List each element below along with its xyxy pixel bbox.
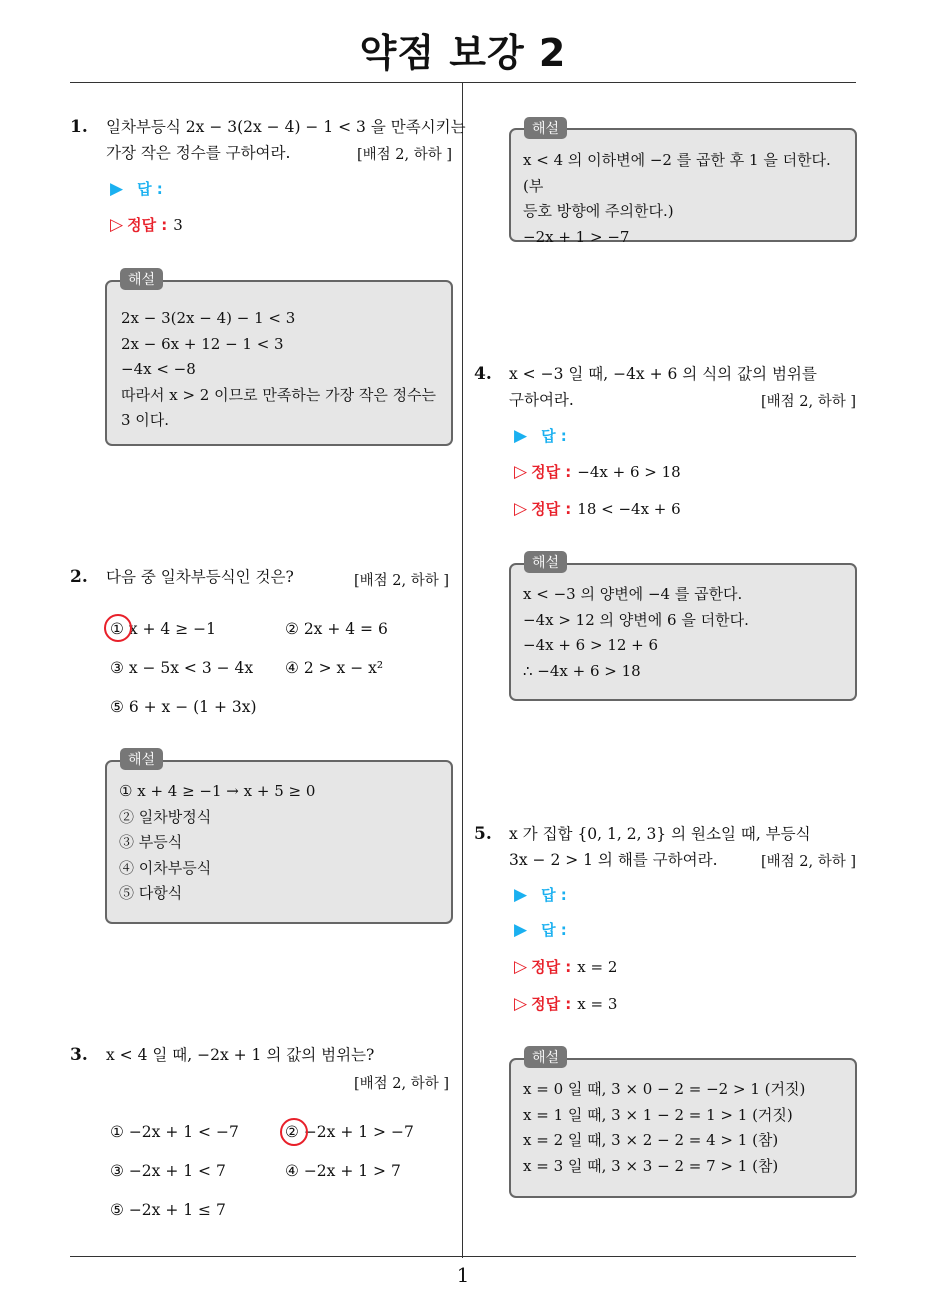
solution-line: −4x + 6 > 12 + 6 — [523, 636, 659, 654]
outline-triangle-icon: ▷ — [110, 215, 124, 235]
outline-triangle-icon: ▷ — [514, 994, 528, 1014]
question-5-correct-row-1 — [514, 956, 617, 977]
play-icon: ▶ — [514, 920, 528, 940]
solution-line: ② 일차방정식 — [119, 807, 212, 826]
question-4-line2: 구하여라. — [509, 391, 574, 409]
question-3-choice-5[interactable]: ⑤ −2x + 1 ≤ 7 — [110, 1201, 226, 1219]
play-icon: ▶ — [514, 885, 528, 905]
question-3-choice-4[interactable]: ④ −2x + 1 > 7 — [285, 1162, 401, 1180]
question-2-choice-2[interactable]: ② 2x + 4 = 6 — [285, 620, 388, 638]
question-1-number: 1. — [70, 117, 88, 137]
solution-line: −4x > 12 의 양변에 6 을 더한다. — [523, 610, 749, 629]
question-1-correct-value: 3 — [173, 216, 183, 234]
solution-tag: 해설 — [524, 117, 567, 139]
solution-line: x < −3 의 양변에 −4 를 곱한다. — [523, 585, 743, 603]
question-1-answer-row — [110, 178, 163, 199]
question-1-correct-row — [110, 214, 183, 235]
question-4-correct-value-2: 18 < −4x + 6 — [577, 500, 681, 518]
answer-label: 답 : — [541, 427, 567, 445]
solution-line: 등호 방향에 주의한다.) — [523, 202, 674, 220]
question-4-number: 4. — [474, 364, 492, 384]
column-divider — [462, 83, 463, 1258]
question-1-line2: 가장 작은 정수를 구하여라. — [106, 144, 291, 162]
solution-line: ③ 부등식 — [119, 833, 183, 851]
solution-tag: 해설 — [524, 551, 567, 573]
play-icon: ▶ — [514, 426, 528, 446]
correct-label: 정답 : — [531, 500, 572, 518]
question-3-meta: [배점 2, 하하 ] — [353, 1076, 449, 1092]
question-4-meta: [배점 2, 하하 ] — [760, 394, 856, 410]
solution-line: ⑤ 다항식 — [119, 884, 183, 902]
question-2-choice-3[interactable]: ③ x − 5x < 3 − 4x — [110, 659, 254, 677]
selected-answer-circle — [104, 614, 132, 642]
correct-label: 정답 : — [531, 958, 572, 976]
solution-line: −2x + 1 > −7 — [523, 227, 630, 246]
solution-line: ① x + 4 ≥ −1 → x + 5 ≥ 0 — [119, 782, 316, 800]
solution-line: 2x − 3(2x − 4) − 1 < 3 — [121, 309, 296, 327]
solution-line: 3 이다. — [121, 411, 170, 429]
question-3-choice-2[interactable]: ② −2x + 1 > −7 — [285, 1123, 414, 1141]
question-3-line1: x < 4 일 때, −2x + 1 의 값의 범위는? — [106, 1046, 375, 1064]
question-5-correct-value-2: x = 3 — [577, 995, 618, 1013]
solution-line: 2x − 6x + 12 − 1 < 3 — [121, 334, 284, 353]
play-icon: ▶ — [110, 179, 124, 199]
outline-triangle-icon: ▷ — [514, 499, 528, 519]
selected-answer-circle — [280, 1118, 308, 1146]
question-5-solution-box — [509, 1058, 857, 1198]
solution-line: ④ 이차부등식 — [119, 858, 212, 877]
answer-label: 답 : — [137, 180, 163, 198]
solution-line: x = 0 일 때, 3 × 0 − 2 = −2 > 1 (거짓) — [523, 1080, 806, 1098]
header-rule — [70, 82, 856, 83]
question-5-line1: x 가 집합 {0, 1, 2, 3} 의 원소일 때, 부등식 — [509, 825, 811, 843]
answer-label: 답 : — [541, 921, 567, 939]
question-4-correct-value-1: −4x + 6 > 18 — [577, 463, 681, 481]
outline-triangle-icon: ▷ — [514, 462, 528, 482]
question-1-solution-box — [105, 280, 453, 446]
question-2-choice-4[interactable]: ④ 2 > x − x² — [285, 659, 384, 677]
solution-tag: 해설 — [120, 268, 163, 290]
question-4-line1: x < −3 일 때, −4x + 6 의 식의 값의 범위를 — [509, 365, 817, 383]
question-4-correct-row-2 — [514, 498, 681, 519]
question-2-line1: 다음 중 일차부등식인 것은? — [106, 568, 294, 586]
solution-line: −4x < −8 — [121, 360, 196, 378]
solution-line: 따라서 x > 2 이므로 만족하는 가장 작은 정수는 — [121, 385, 437, 404]
question-4-solution-box — [509, 563, 857, 701]
question-2-solution-box — [105, 760, 453, 924]
question-4-answer-row — [514, 425, 567, 446]
solution-line: x = 3 일 때, 3 × 3 − 2 = 7 > 1 (참) — [523, 1156, 779, 1175]
footer-rule — [70, 1256, 856, 1257]
solution-line: x = 2 일 때, 3 × 2 − 2 = 4 > 1 (참) — [523, 1131, 779, 1149]
question-3-number: 3. — [70, 1045, 88, 1065]
question-5-number: 5. — [474, 824, 492, 844]
question-3-choice-1[interactable]: ① −2x + 1 < −7 — [110, 1123, 239, 1141]
correct-label: 정답 : — [127, 216, 168, 234]
solution-tag: 해설 — [120, 748, 163, 770]
solution-line: ∴ −4x + 6 > 18 — [523, 661, 641, 680]
answer-label: 답 : — [541, 886, 567, 904]
question-5-line2: 3x − 2 > 1 의 해를 구하여라. — [509, 851, 718, 869]
page-number: 1 — [456, 1263, 470, 1287]
question-2-number: 2. — [70, 567, 88, 587]
question-1-line1: 일차부등식 2x − 3(2x − 4) − 1 < 3 을 만족시키는 — [106, 118, 466, 136]
question-1-meta: [배점 2, 하하 ] — [356, 147, 452, 163]
solution-line: x < 4 의 이하변에 −2 를 곱한 후 1 을 더한다.(부 — [523, 151, 831, 195]
correct-label: 정답 : — [531, 995, 572, 1013]
question-2-choice-1[interactable]: ① x + 4 ≥ −1 — [110, 620, 216, 638]
question-3-choice-3[interactable]: ③ −2x + 1 < 7 — [110, 1162, 226, 1180]
question-5-correct-value-1: x = 2 — [577, 958, 618, 976]
outline-triangle-icon: ▷ — [514, 957, 528, 977]
question-2-meta: [배점 2, 하하 ] — [353, 573, 449, 589]
solution-line: x = 1 일 때, 3 × 1 − 2 = 1 > 1 (거짓) — [523, 1105, 793, 1124]
question-5-answer-row-2 — [514, 919, 567, 940]
page-title: 약점 보강 2 — [359, 31, 567, 75]
question-3-solution-box — [509, 128, 857, 246]
question-5-answer-row-1 — [514, 884, 567, 905]
question-2-choice-5[interactable]: ⑤ 6 + x − (1 + 3x) — [110, 698, 257, 716]
correct-label: 정답 : — [531, 463, 572, 481]
solution-tag: 해설 — [524, 1046, 567, 1068]
question-5-meta: [배점 2, 하하 ] — [760, 854, 856, 870]
question-4-correct-row-1 — [514, 461, 681, 482]
question-5-correct-row-2 — [514, 993, 617, 1014]
